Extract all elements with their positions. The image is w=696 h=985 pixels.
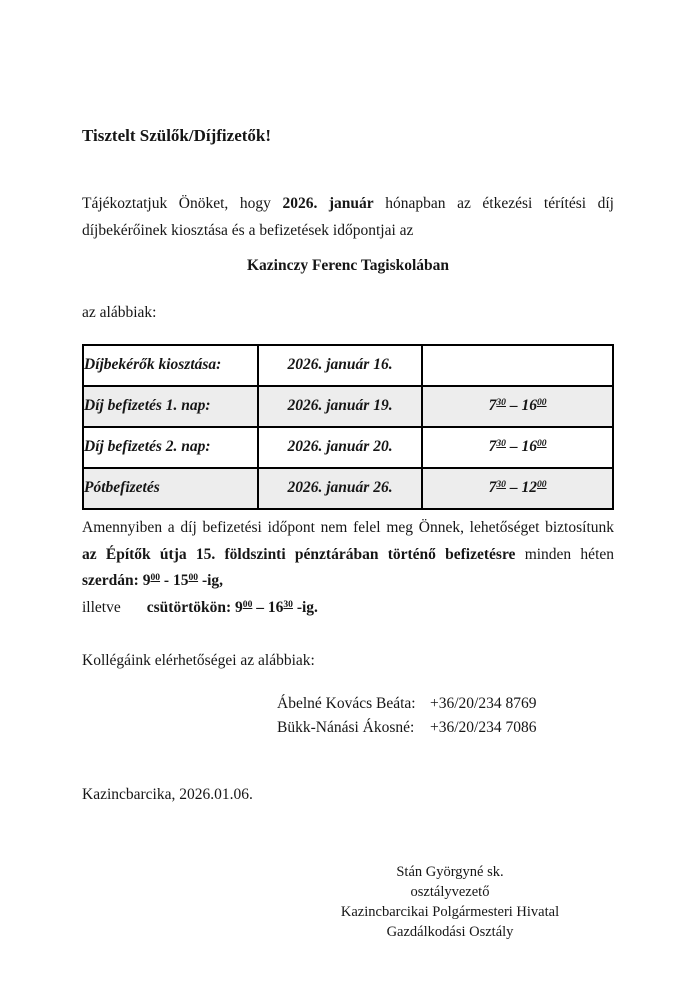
school-name: Kazinczy Ferenc Tagiskolában bbox=[246, 257, 450, 275]
table-row bbox=[83, 427, 613, 468]
cell-time bbox=[422, 427, 613, 468]
alt-text-2: minden héten bbox=[515, 545, 615, 563]
contact-list bbox=[82, 692, 614, 740]
alt-bold-location: az Építők útja 15. földszinti pénztárában történő befizetésre bbox=[82, 545, 516, 563]
cell-date: 2026. január 26. bbox=[258, 468, 422, 509]
cell-date: 2026. január 16. bbox=[258, 345, 422, 386]
time-hour-start: 9 bbox=[142, 572, 151, 590]
time-min-end: 00 bbox=[536, 397, 547, 409]
time-dash: – bbox=[252, 598, 268, 616]
time-hour-end: 12 bbox=[521, 479, 537, 497]
wednesday-label: szerdán: bbox=[82, 572, 143, 590]
time-min-start: 30 bbox=[496, 397, 506, 409]
thursday-time bbox=[235, 599, 293, 616]
contact-phone: +36/20/234 8769 bbox=[430, 694, 537, 712]
time-hour-end: 15 bbox=[172, 572, 189, 590]
cell-time bbox=[422, 345, 613, 386]
cell-label: Díj befizetés 2. nap: bbox=[83, 427, 258, 468]
time-min-end: 00 bbox=[536, 479, 547, 491]
salutation-heading: Tisztelt Szülők/Díjfizetők! bbox=[82, 126, 272, 145]
wednesday-time bbox=[143, 572, 198, 589]
signature-department: Gazdálkodási Osztály bbox=[386, 923, 514, 940]
time-hour-end: 16 bbox=[521, 438, 537, 456]
time-dash: – bbox=[505, 479, 522, 497]
intro-text-1: Tájékoztatjuk Önöket, hogy bbox=[82, 195, 283, 212]
cell-time bbox=[422, 386, 613, 427]
time-min-end: 00 bbox=[188, 572, 199, 584]
contacts-heading: Kollégáink elérhetőségei az alábbiak: bbox=[82, 651, 315, 669]
time-hour-start: 9 bbox=[235, 598, 243, 616]
time-min-start: 00 bbox=[242, 598, 253, 610]
alt-text-1: Amennyiben a díj befizetési időpont nem felel meg Önnek, lehetőséget biztosítunk bbox=[82, 518, 614, 536]
time-hour-start: 7 bbox=[488, 479, 497, 497]
time-min-end: 30 bbox=[283, 598, 293, 610]
intro-paragraph bbox=[82, 191, 614, 244]
table-row bbox=[83, 345, 613, 386]
wednesday-suffix: -ig, bbox=[198, 572, 224, 590]
thursday-line bbox=[82, 595, 614, 622]
thursday-suffix: -ig. bbox=[292, 598, 318, 616]
cell-label: Díjbekérők kiosztása: bbox=[83, 345, 258, 386]
table-row bbox=[83, 386, 613, 427]
time-min-start: 30 bbox=[496, 479, 506, 491]
cell-time bbox=[422, 468, 613, 509]
contact-row bbox=[277, 716, 614, 740]
schedule-table bbox=[82, 344, 614, 510]
time-dash: – bbox=[505, 438, 522, 456]
signature-name: Stán Györgyné sk. bbox=[396, 863, 504, 880]
illetve-text: illetve bbox=[82, 598, 121, 616]
time-hour-start: 7 bbox=[488, 397, 497, 415]
place-date-line: Kazincbarcika, 2026.01.06. bbox=[82, 785, 253, 803]
intro-text-2: hónapban az étkezési térítési díj díjbekérőinek kiosztása és a befizetések időpontjai az bbox=[82, 195, 614, 239]
time-hour-start: 7 bbox=[488, 438, 497, 456]
signature-block bbox=[310, 862, 590, 942]
signature-office: Kazincbarcikai Polgármesteri Hivatal bbox=[340, 903, 560, 920]
cell-date: 2026. január 20. bbox=[258, 427, 422, 468]
contact-name: Ábelné Kovács Beáta: bbox=[277, 694, 416, 712]
contact-name: Bükk-Nánási Ákosné: bbox=[277, 718, 415, 736]
table-row bbox=[83, 468, 613, 509]
contact-phone: +36/20/234 7086 bbox=[430, 718, 537, 736]
contact-row bbox=[277, 692, 614, 716]
time-dash: – bbox=[505, 397, 522, 415]
alternative-paragraph bbox=[82, 515, 614, 595]
time-dash: - bbox=[160, 572, 173, 590]
signature-title: osztályvezető bbox=[410, 883, 490, 900]
time-min-start: 00 bbox=[150, 572, 161, 584]
cell-label: Pótbefizetés bbox=[83, 468, 258, 509]
cell-label: Díj befizetés 1. nap: bbox=[83, 386, 258, 427]
lead-in-text: az alábbiak: bbox=[82, 303, 157, 321]
thursday-label: csütörtökön: bbox=[146, 598, 236, 616]
cell-date: 2026. január 19. bbox=[258, 386, 422, 427]
intro-bold-month: 2026. január bbox=[282, 195, 374, 212]
time-hour-end: 16 bbox=[521, 397, 537, 415]
time-min-start: 30 bbox=[496, 438, 506, 450]
time-hour-end: 16 bbox=[267, 598, 284, 616]
time-min-end: 00 bbox=[536, 438, 547, 450]
